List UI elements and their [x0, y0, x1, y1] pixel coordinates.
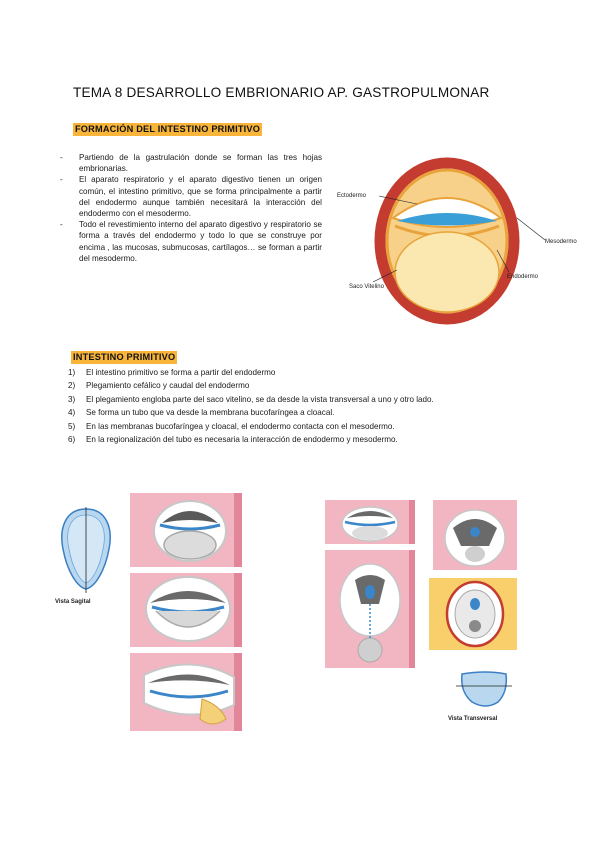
section-heading-formacion: FORMACIÓN DEL INTESTINO PRIMITIVO [75, 124, 261, 134]
list-number: 4) [68, 408, 76, 418]
document-title: TEMA 8 DESARROLLO EMBRIONARIO AP. GASTROPULMONAR [73, 85, 490, 100]
embryo-layers-figure [337, 160, 577, 322]
sagittal-panel-2 [130, 573, 242, 647]
list-item [68, 366, 434, 379]
list-text: Se forma un tubo que va desde la membrana bucofaríngea a cloacal. [86, 408, 335, 418]
list-number: 3) [68, 394, 76, 404]
list-item [68, 420, 434, 433]
sagittal-panel-1 [130, 493, 242, 567]
list-text: En las membranas bucofaríngea y cloacal, el endodermo contacta con el mesodermo. [86, 421, 395, 431]
transverse-panel-3 [433, 500, 517, 570]
label-vista-sagital: Vista Sagital [55, 599, 91, 605]
list-text: Plegamiento cefálico y caudal del endodermo [86, 381, 250, 391]
bullet-item: - Todo el revestimiento interno del aparato digestivo y respiratorio se forma a través del endodermo y todo lo que se construye por encima , las mucosas, submucosas, cartílagos… se forman a partir del mesodermo. [60, 219, 322, 264]
label-mesodermo: Mesodermo [545, 239, 577, 245]
label-ectodermo: Ectodermo [337, 193, 367, 199]
transverse-panel-2 [325, 550, 415, 668]
transverse-outline-figure [448, 668, 520, 724]
sagittal-sequence-figure [130, 493, 242, 733]
list-item [68, 393, 434, 406]
bullet-item: - Partiendo de la gastrulación donde se forman las tres hojas embrionarias. [60, 152, 322, 174]
sagittal-panel-3 [130, 653, 242, 731]
list-number: 2) [68, 381, 76, 391]
embryo-diagram [380, 163, 514, 319]
bullet-list [60, 152, 322, 264]
list-text: El plegamiento engloba parte del saco vitelino, se da desde la vista transversal a uno y otro lado. [86, 394, 434, 404]
list-number: 1) [68, 368, 76, 377]
bullet-item: - El aparato respiratorio y el aparato digestivo tienen un origen común, el intestino primitivo, que se forma principalmente a partir del endodermo aunque también necesitará la interacción del endodermo con el mesodermo. [60, 174, 322, 219]
list-text: En la regionalización del tubo es necesaria la interacción de endodermo y mesodermo. [86, 435, 398, 445]
list-item [68, 379, 434, 392]
numbered-list [68, 366, 434, 446]
list-number: 5) [68, 421, 76, 431]
label-saco-vitelino: Saco Vitelino [349, 284, 384, 290]
transverse-sequence-figure [325, 500, 517, 670]
transverse-panel-4 [429, 578, 517, 650]
list-number: 6) [68, 435, 76, 445]
list-item [68, 406, 434, 419]
transverse-panel-1 [325, 500, 415, 544]
section-heading-intestino: INTESTINO PRIMITIVO [73, 352, 176, 362]
sagittal-outline-figure [55, 505, 117, 611]
label-vista-transversal: Vista Transversal [448, 716, 498, 722]
list-item [68, 433, 434, 446]
list-text: El intestino primitivo se forma a partir del endodermo [86, 368, 276, 377]
label-endodermo: Endodermo [507, 274, 539, 280]
